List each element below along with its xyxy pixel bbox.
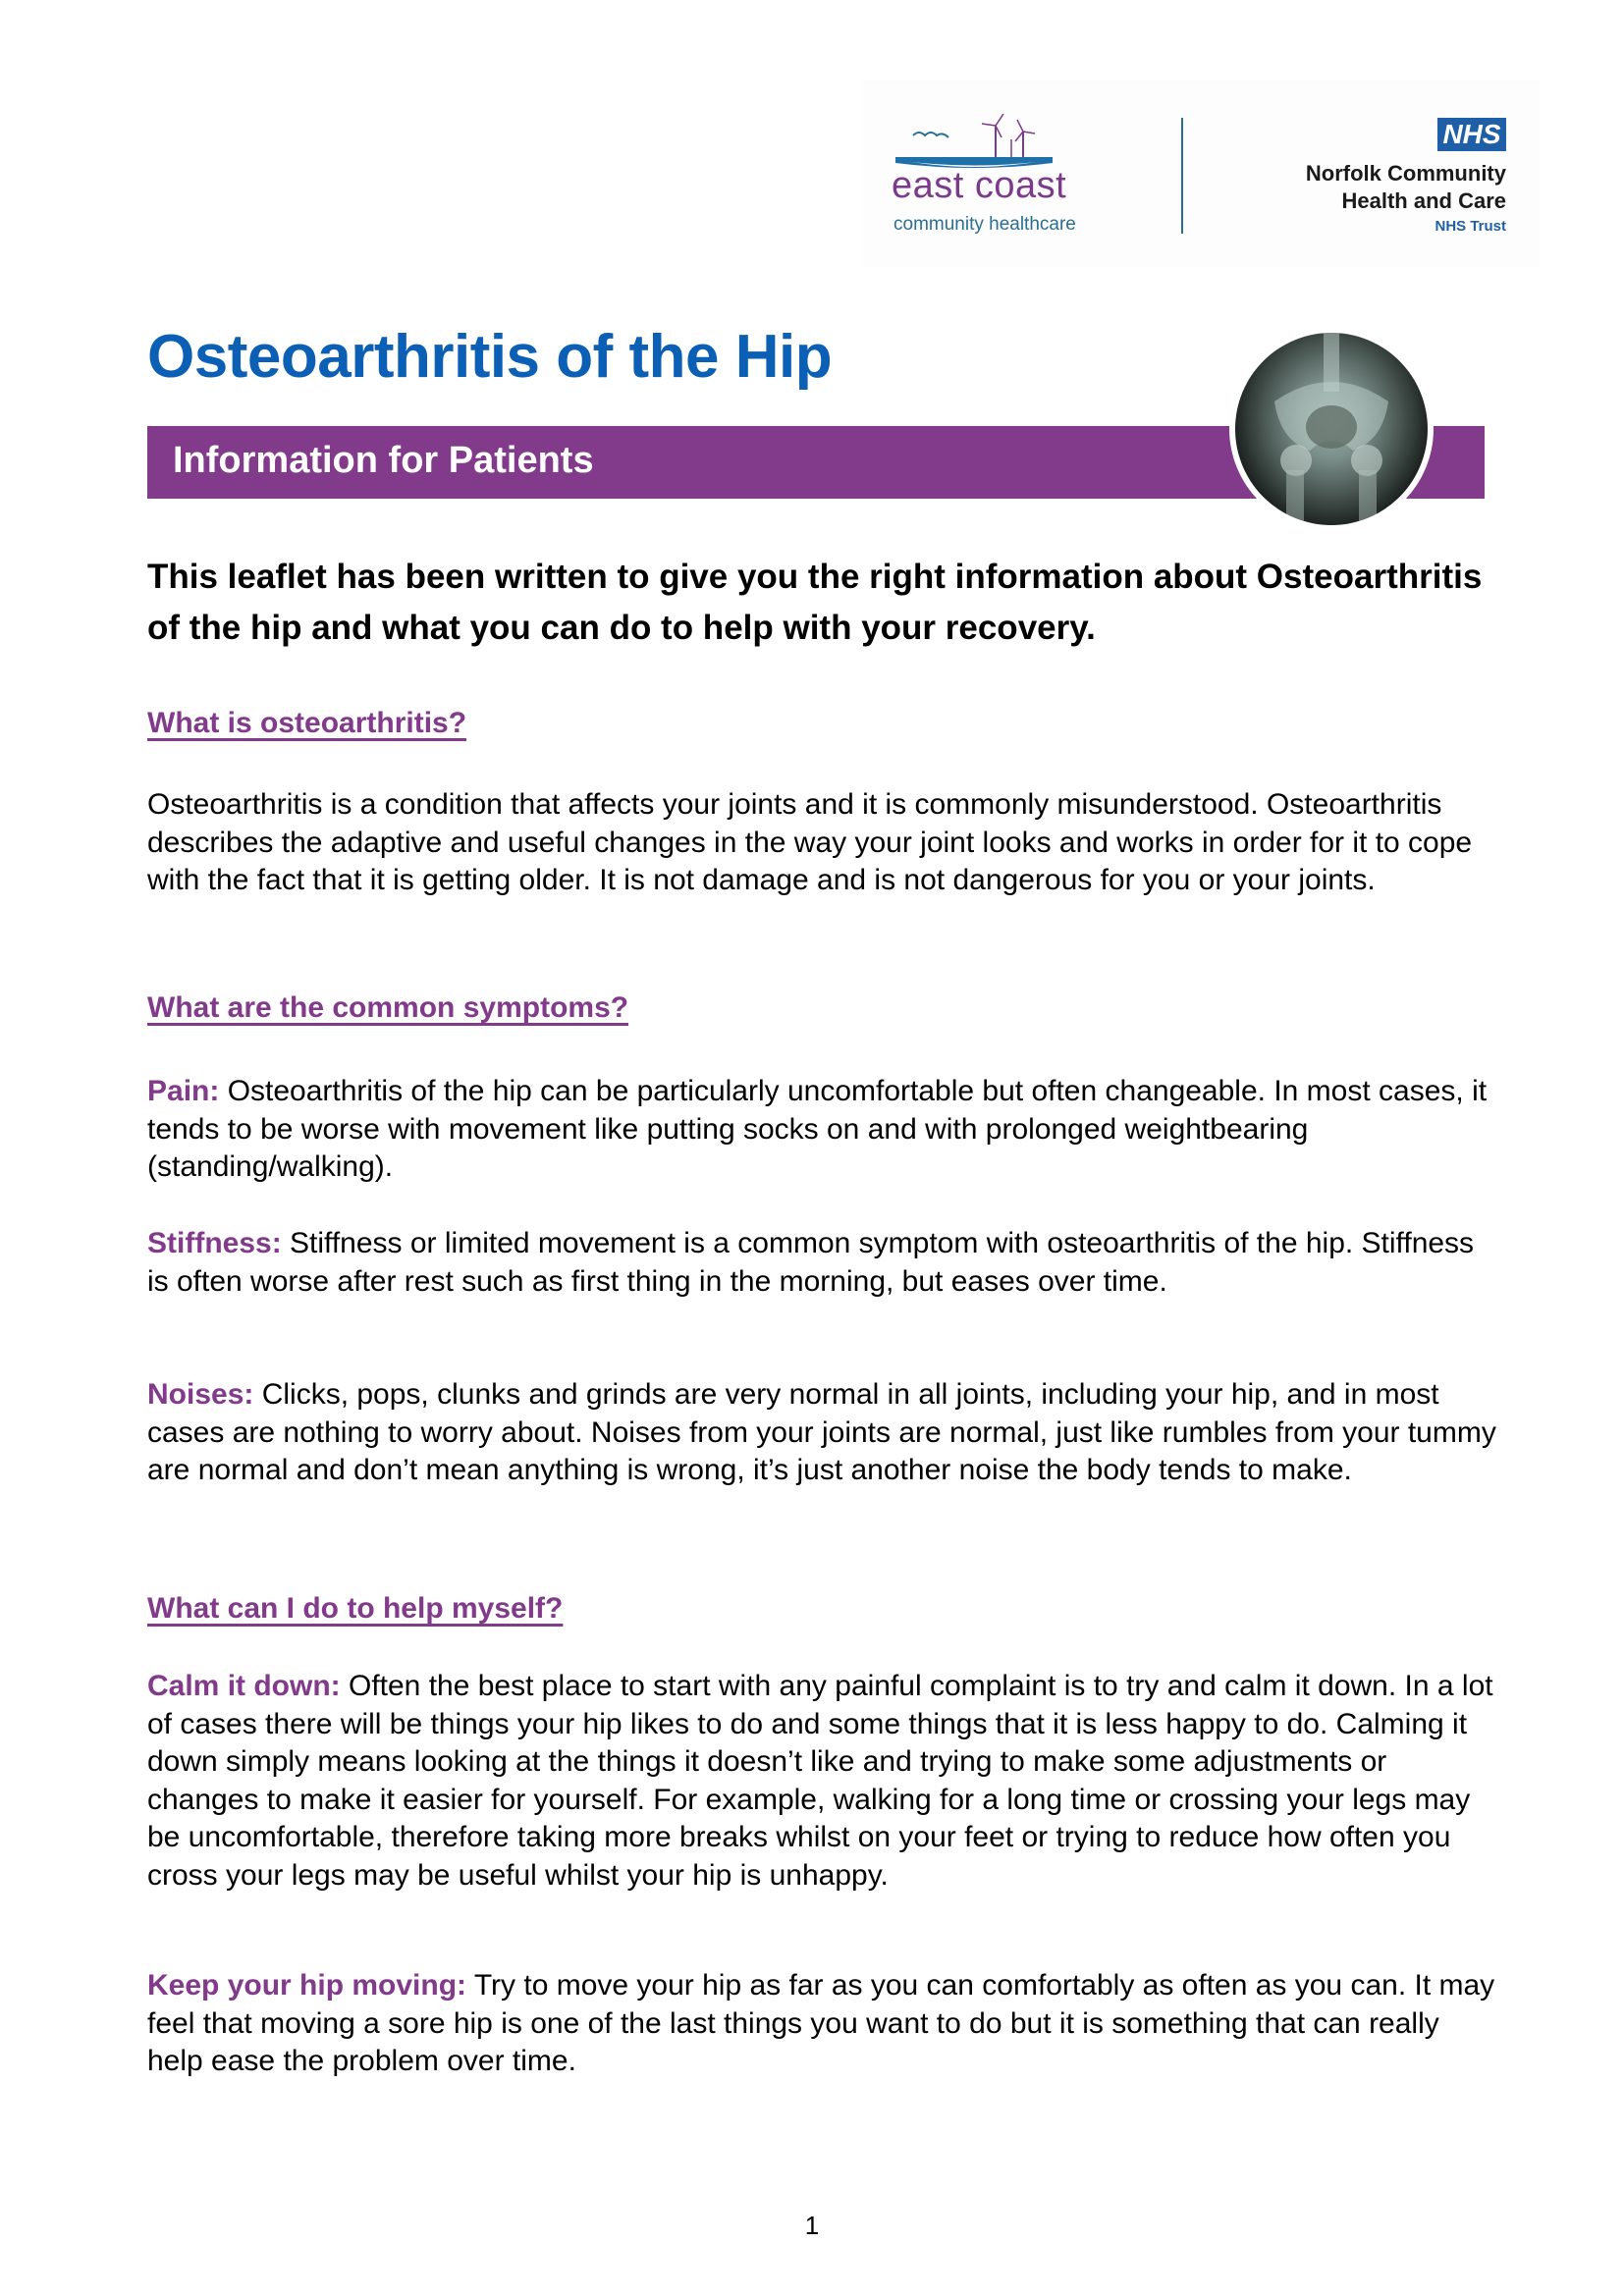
logo-divider bbox=[1181, 118, 1183, 234]
symptom-noises bbox=[147, 1376, 1502, 1490]
paragraph-text: Osteoarthritis is a condition that affects your joints and it is commonly misunderstood. Osteoarthritis describes the adaptive and useful changes in the way your joint looks and works in order for it to cope with the fact that it is getting older. It is not damage and is not dangerous for you or your joints. bbox=[147, 788, 1473, 896]
xray-photo bbox=[1235, 333, 1428, 525]
paragraph-text: Osteoarthritis of the hip can be particularly uncomfortable but often changeable. In most cases, it tends to be worse with movement like putting socks on and with prolonged weightbearing (standing/walking). bbox=[147, 1075, 1488, 1183]
page-number: 1 bbox=[804, 2211, 820, 2240]
term-label: Pain: bbox=[147, 1075, 220, 1107]
term-label: Noises: bbox=[147, 1378, 254, 1411]
pelvis-icon bbox=[1235, 333, 1428, 525]
section-paragraph bbox=[147, 786, 1502, 900]
nhs-trust-label: NHS Trust bbox=[1435, 218, 1506, 235]
paragraph-text: Often the best place to start with any painful complaint is to try and calm it down. In a lot of cases there will be things your hip likes to do and some things that it is less happy to do. Calming it down simply means looking at the things it doesn’t like and trying to make some adjustments or changes to make it easier for yourself. For example, walking for a long time or crossing your legs may be uncomfortable, therefore taking more breaks whilst on your feet or trying to reduce how often you cross your legs may be useful whilst your hip is unhappy. bbox=[147, 1670, 1493, 1892]
nhs-org-name-line2: Health and Care bbox=[1341, 188, 1506, 213]
advice-calm-it-down bbox=[147, 1668, 1502, 1895]
page-title: Osteoarthritis of the Hip bbox=[147, 323, 833, 391]
east-coast-logo-subtitle: community healthcare bbox=[893, 214, 1076, 235]
hip-xray-image bbox=[1229, 327, 1434, 531]
nhs-logo-badge: NHS bbox=[1437, 118, 1506, 151]
wind-turbines-sea-icon bbox=[895, 114, 1053, 173]
section-heading-symptoms: What are the common symptoms? bbox=[147, 991, 629, 1024]
term-label: Keep your hip moving: bbox=[147, 1969, 467, 2002]
paragraph-text: Stiffness or limited movement is a common symptom with osteoarthritis of the hip. Stiffness is often worse after rest such as first thing in the morning, but eases over time. bbox=[147, 1227, 1475, 1298]
section-heading-what-is: What is osteoarthritis? bbox=[147, 707, 467, 739]
advice-keep-moving bbox=[147, 1967, 1502, 2081]
intro-text: This leaflet has been written to give you the right information about Osteoarthritis of the hip and what you can do to help with your recovery. bbox=[147, 558, 1483, 647]
paragraph-text: Try to move your hip as far as you can comfortably as often as you can. It may feel that moving a sore hip is one of the last things you want to do but it is something that can really help ease the problem over time. bbox=[147, 1969, 1495, 2077]
paragraph-text: Clicks, pops, clunks and grinds are very normal in all joints, including your hip, and in most cases are nothing to worry about. Noises from your joints are normal, just like rumbles from your tummy are normal and don’t mean anything is wrong, it’s just another noise the body tends to make. bbox=[147, 1378, 1496, 1486]
section-heading-self-help: What can I do to help myself? bbox=[147, 1592, 564, 1625]
header-logos bbox=[862, 80, 1540, 267]
term-label: Calm it down: bbox=[147, 1670, 341, 1702]
symptom-stiffness bbox=[147, 1225, 1502, 1301]
symptom-pain bbox=[147, 1073, 1502, 1187]
east-coast-logo-name: east coast bbox=[892, 165, 1067, 206]
term-label: Stiffness: bbox=[147, 1227, 282, 1259]
banner-text: Information for Patients bbox=[173, 440, 594, 481]
nhs-org-name-line1: Norfolk Community bbox=[1305, 161, 1506, 186]
